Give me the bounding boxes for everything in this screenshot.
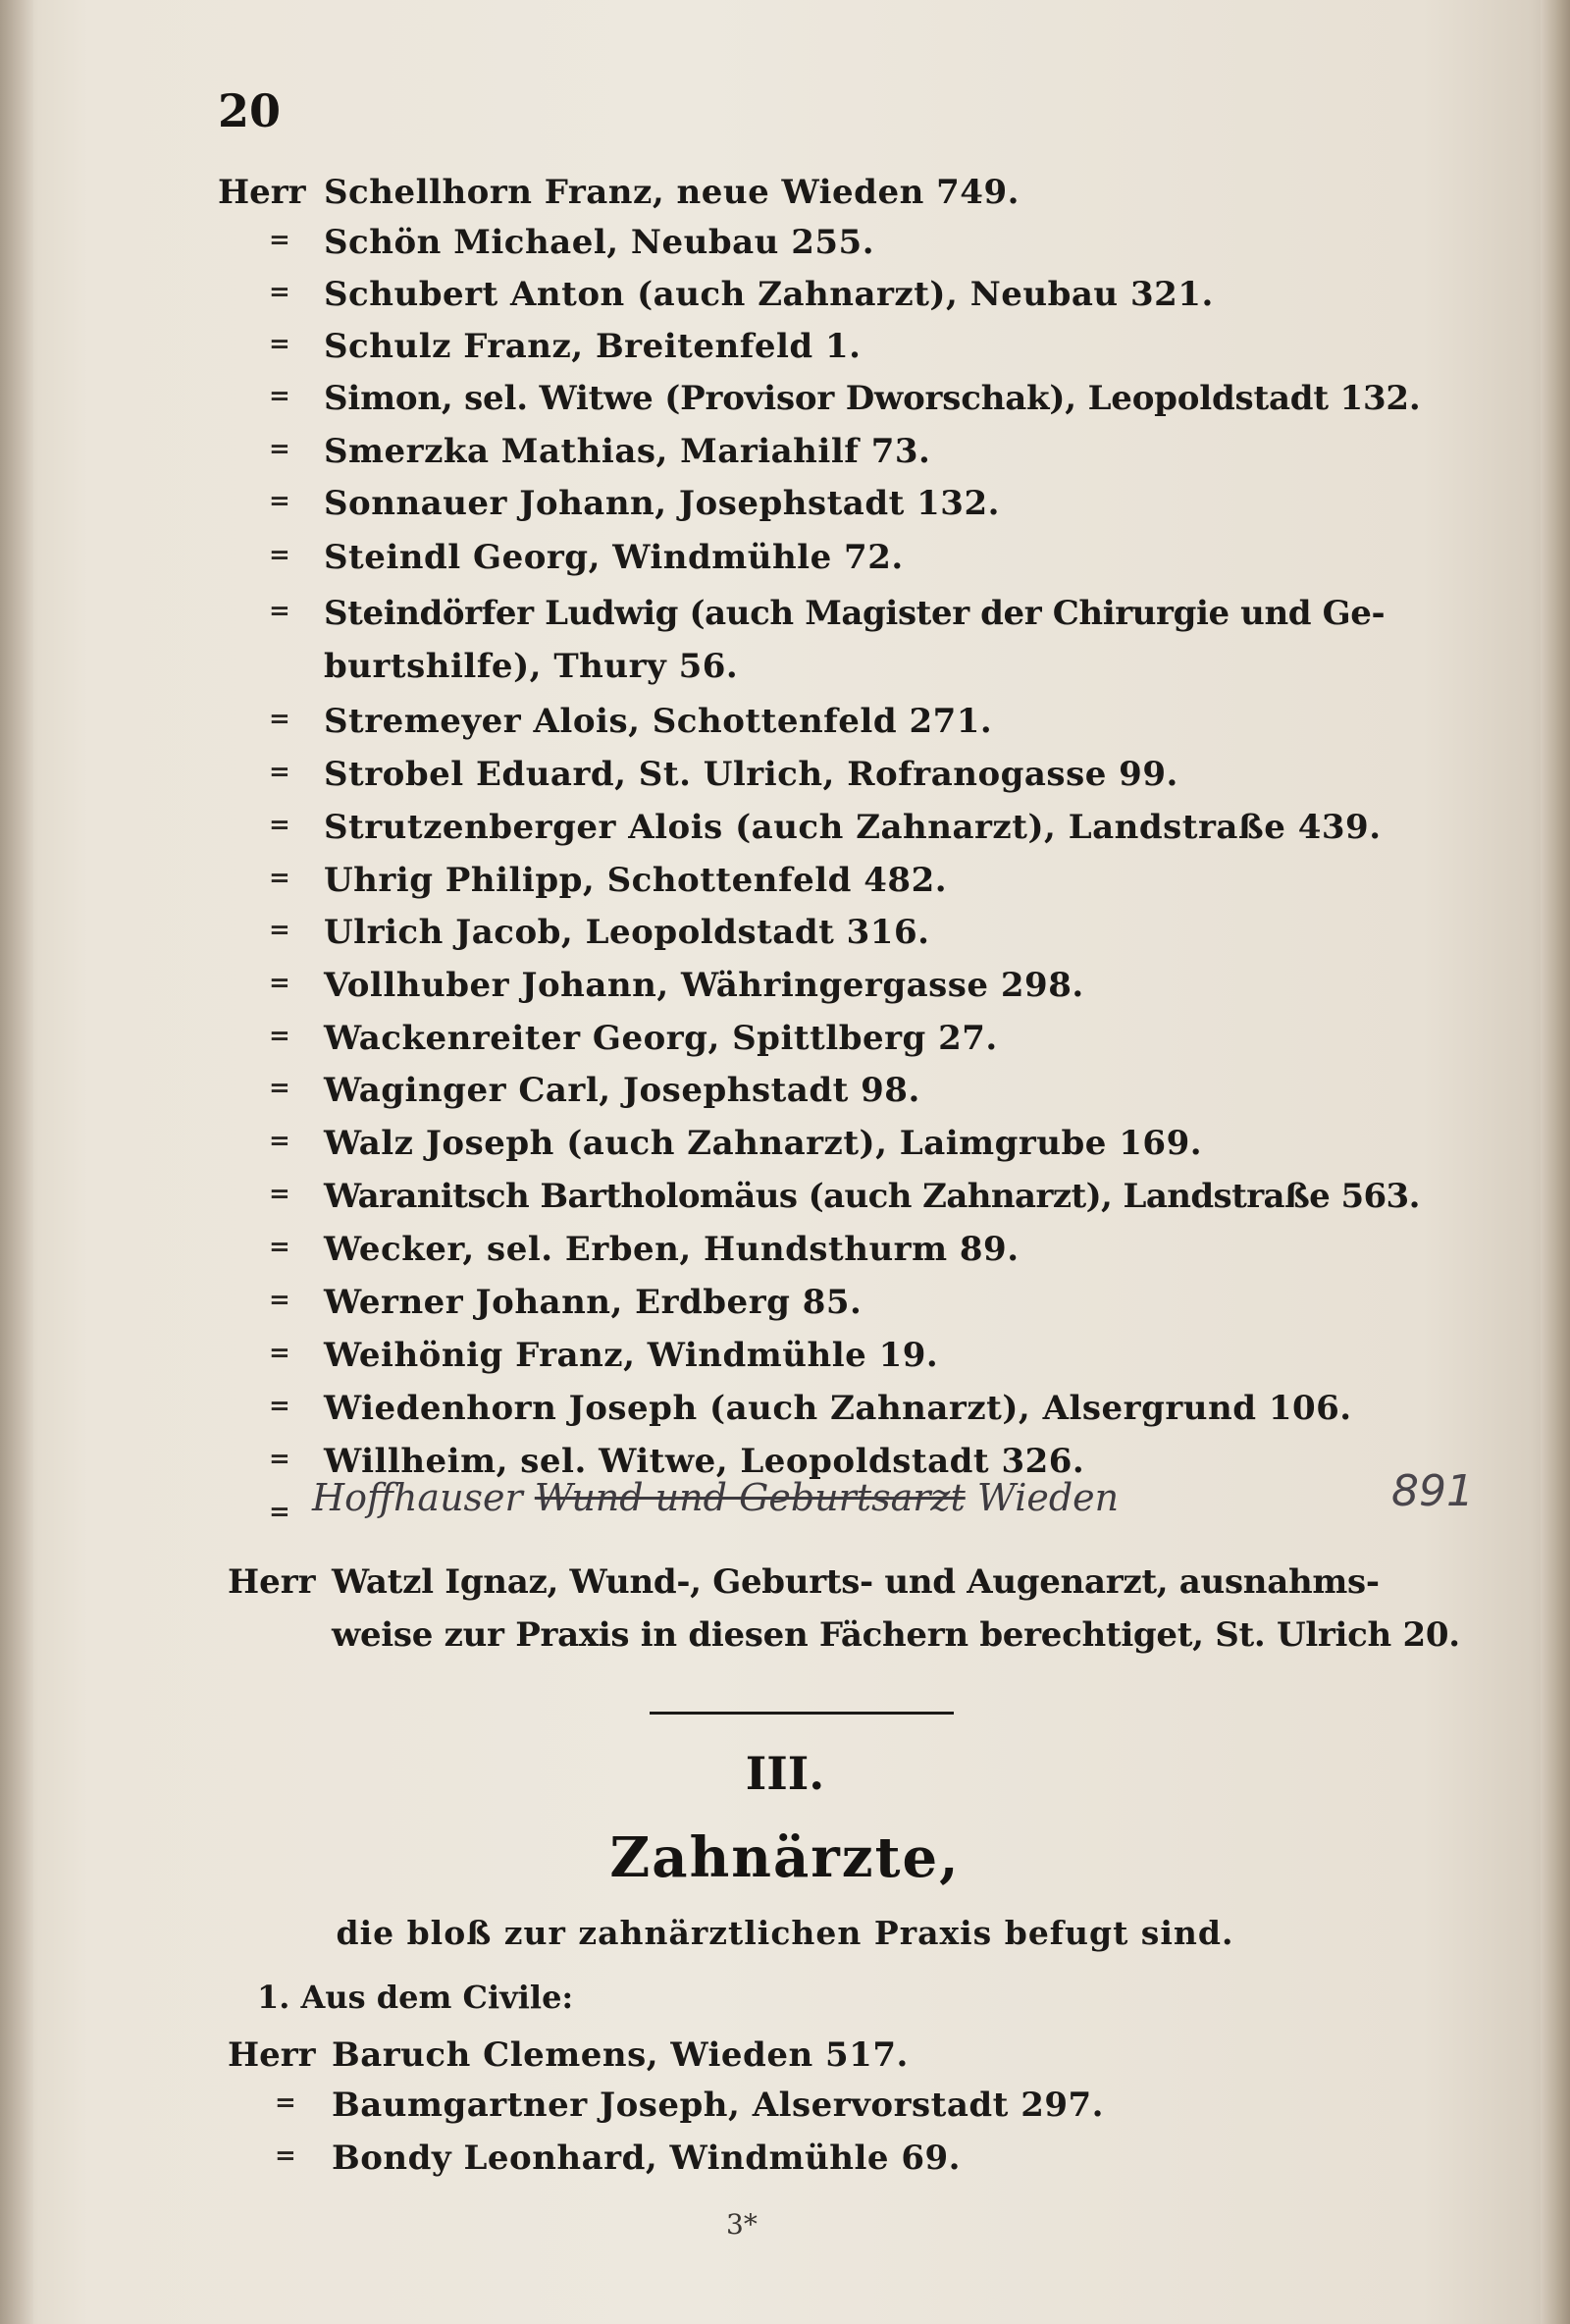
ditto-mark: = <box>269 1339 290 1368</box>
special-entry-line2: weise zur Praxis in diesen Fächern berechtiget, St. Ulrich 20. <box>332 1615 1460 1655</box>
list-item: Simon, sel. Witwe (Provisor Dworschak), Leopoldstadt 132. <box>324 379 1421 418</box>
herr-prefix-3: Herr <box>228 2035 316 2075</box>
list-item: Schön Michael, Neubau 255. <box>324 223 875 262</box>
list-item: Walz Joseph (auch Zahnarzt), Laimgrube 169. <box>324 1124 1203 1163</box>
ditto-mark: = <box>269 1022 290 1051</box>
ditto-mark: = <box>275 2088 296 2118</box>
section-divider <box>650 1712 954 1715</box>
handwritten-name: Hoffhauser <box>312 1476 523 1519</box>
list-item: Wackenreiter Georg, Spittlberg 27. <box>324 1019 998 1058</box>
list-item: Steindörfer Ludwig (auch Magister der Chirurgie und Ge- <box>324 594 1386 633</box>
ditto-mark: = <box>269 1498 290 1527</box>
list-item: Sonnauer Johann, Josephstadt 132. <box>324 484 1000 523</box>
list-item: Bondy Leonhard, Windmühle 69. <box>332 2139 961 2178</box>
binding-edge-right <box>1541 0 1570 2324</box>
list-item: Wecker, sel. Erben, Hundsthurm 89. <box>324 1230 1020 1269</box>
list-item: Schellhorn Franz, neue Wieden 749. <box>324 173 1020 212</box>
ditto-mark: = <box>269 278 290 307</box>
section-subtitle: die bloß zur zahnärztlichen Praxis befugt sind. <box>336 1914 1234 1952</box>
list-item-continuation: burtshilfe), Thury 56. <box>324 647 739 686</box>
list-item: Smerzka Mathias, Mariahilf 73. <box>324 432 931 471</box>
list-item: Steindl Georg, Windmühle 72. <box>324 538 904 577</box>
list-item: Schubert Anton (auch Zahnarzt), Neubau 321. <box>324 275 1214 314</box>
list-item: Schulz Franz, Breitenfeld 1. <box>324 327 862 366</box>
list-item: Vollhuber Johann, Währingergasse 298. <box>324 966 1084 1005</box>
ditto-mark: = <box>269 435 290 464</box>
ditto-mark: = <box>269 1233 290 1262</box>
ditto-mark: = <box>269 811 290 840</box>
ditto-mark: = <box>269 1445 290 1474</box>
special-entry-line1: Watzl Ignaz, Wund-, Geburts- und Augenarzt, ausnahms- <box>332 1562 1380 1602</box>
ditto-mark: = <box>269 382 290 411</box>
handwritten-place: Wieden <box>976 1476 1120 1519</box>
page-number: 20 <box>218 84 282 137</box>
list-item: Baruch Clemens, Wieden 517. <box>332 2035 909 2075</box>
ditto-mark: = <box>269 1127 290 1156</box>
list-item: Strutzenberger Alois (auch Zahnarzt), Landstraße 439. <box>324 808 1382 847</box>
list-item: Waranitsch Bartholomäus (auch Zahnarzt), Landstraße 563. <box>324 1177 1420 1216</box>
section-number: III. <box>745 1747 825 1800</box>
ditto-mark: = <box>275 2141 296 2171</box>
ditto-mark: = <box>269 916 290 945</box>
handwritten-annotation <box>312 1476 1119 1519</box>
ditto-mark: = <box>269 969 290 998</box>
list-item: Werner Johann, Erdberg 85. <box>324 1283 863 1322</box>
list-item: Uhrig Philipp, Schottenfeld 482. <box>324 861 948 900</box>
ditto-mark: = <box>269 330 290 359</box>
list-item: Baumgartner Joseph, Alservorstadt 297. <box>332 2086 1105 2125</box>
list-item: Stremeyer Alois, Schottenfeld 271. <box>324 702 993 741</box>
subsection-heading: 1. Aus dem Civile: <box>257 1979 574 2016</box>
list-item: Waginger Carl, Josephstadt 98. <box>324 1071 920 1110</box>
ditto-mark: = <box>269 1286 290 1315</box>
herr-prefix-2: Herr <box>228 1562 316 1602</box>
list-item: Wiedenhorn Joseph (auch Zahnarzt), Alsergrund 106. <box>324 1389 1352 1428</box>
ditto-mark: = <box>269 705 290 734</box>
signature-mark: 3* <box>726 2208 758 2241</box>
list-item: Weihönig Franz, Windmühle 19. <box>324 1336 939 1375</box>
ditto-mark: = <box>269 758 290 787</box>
ditto-mark: = <box>269 1392 290 1421</box>
ditto-mark: = <box>269 541 290 570</box>
section-title: Zahnärzte, <box>609 1825 961 1890</box>
handwritten-number: 891 <box>1391 1466 1474 1516</box>
list-item: Ulrich Jacob, Leopoldstadt 316. <box>324 913 930 952</box>
herr-prefix-1: Herr <box>218 173 306 212</box>
ditto-mark: = <box>269 1074 290 1103</box>
ditto-mark: = <box>269 864 290 893</box>
ditto-mark: = <box>269 487 290 516</box>
ditto-mark: = <box>269 1180 290 1209</box>
list-item: Willheim, sel. Witwe, Leopoldstadt 326. <box>324 1442 1085 1481</box>
ditto-mark: = <box>269 597 290 626</box>
binding-shadow-left <box>0 0 33 2324</box>
ditto-mark: = <box>269 226 290 255</box>
handwritten-struck-text: Wund und Geburtsarzt <box>534 1476 966 1519</box>
list-item: Strobel Eduard, St. Ulrich, Rofranogasse 99. <box>324 755 1178 794</box>
